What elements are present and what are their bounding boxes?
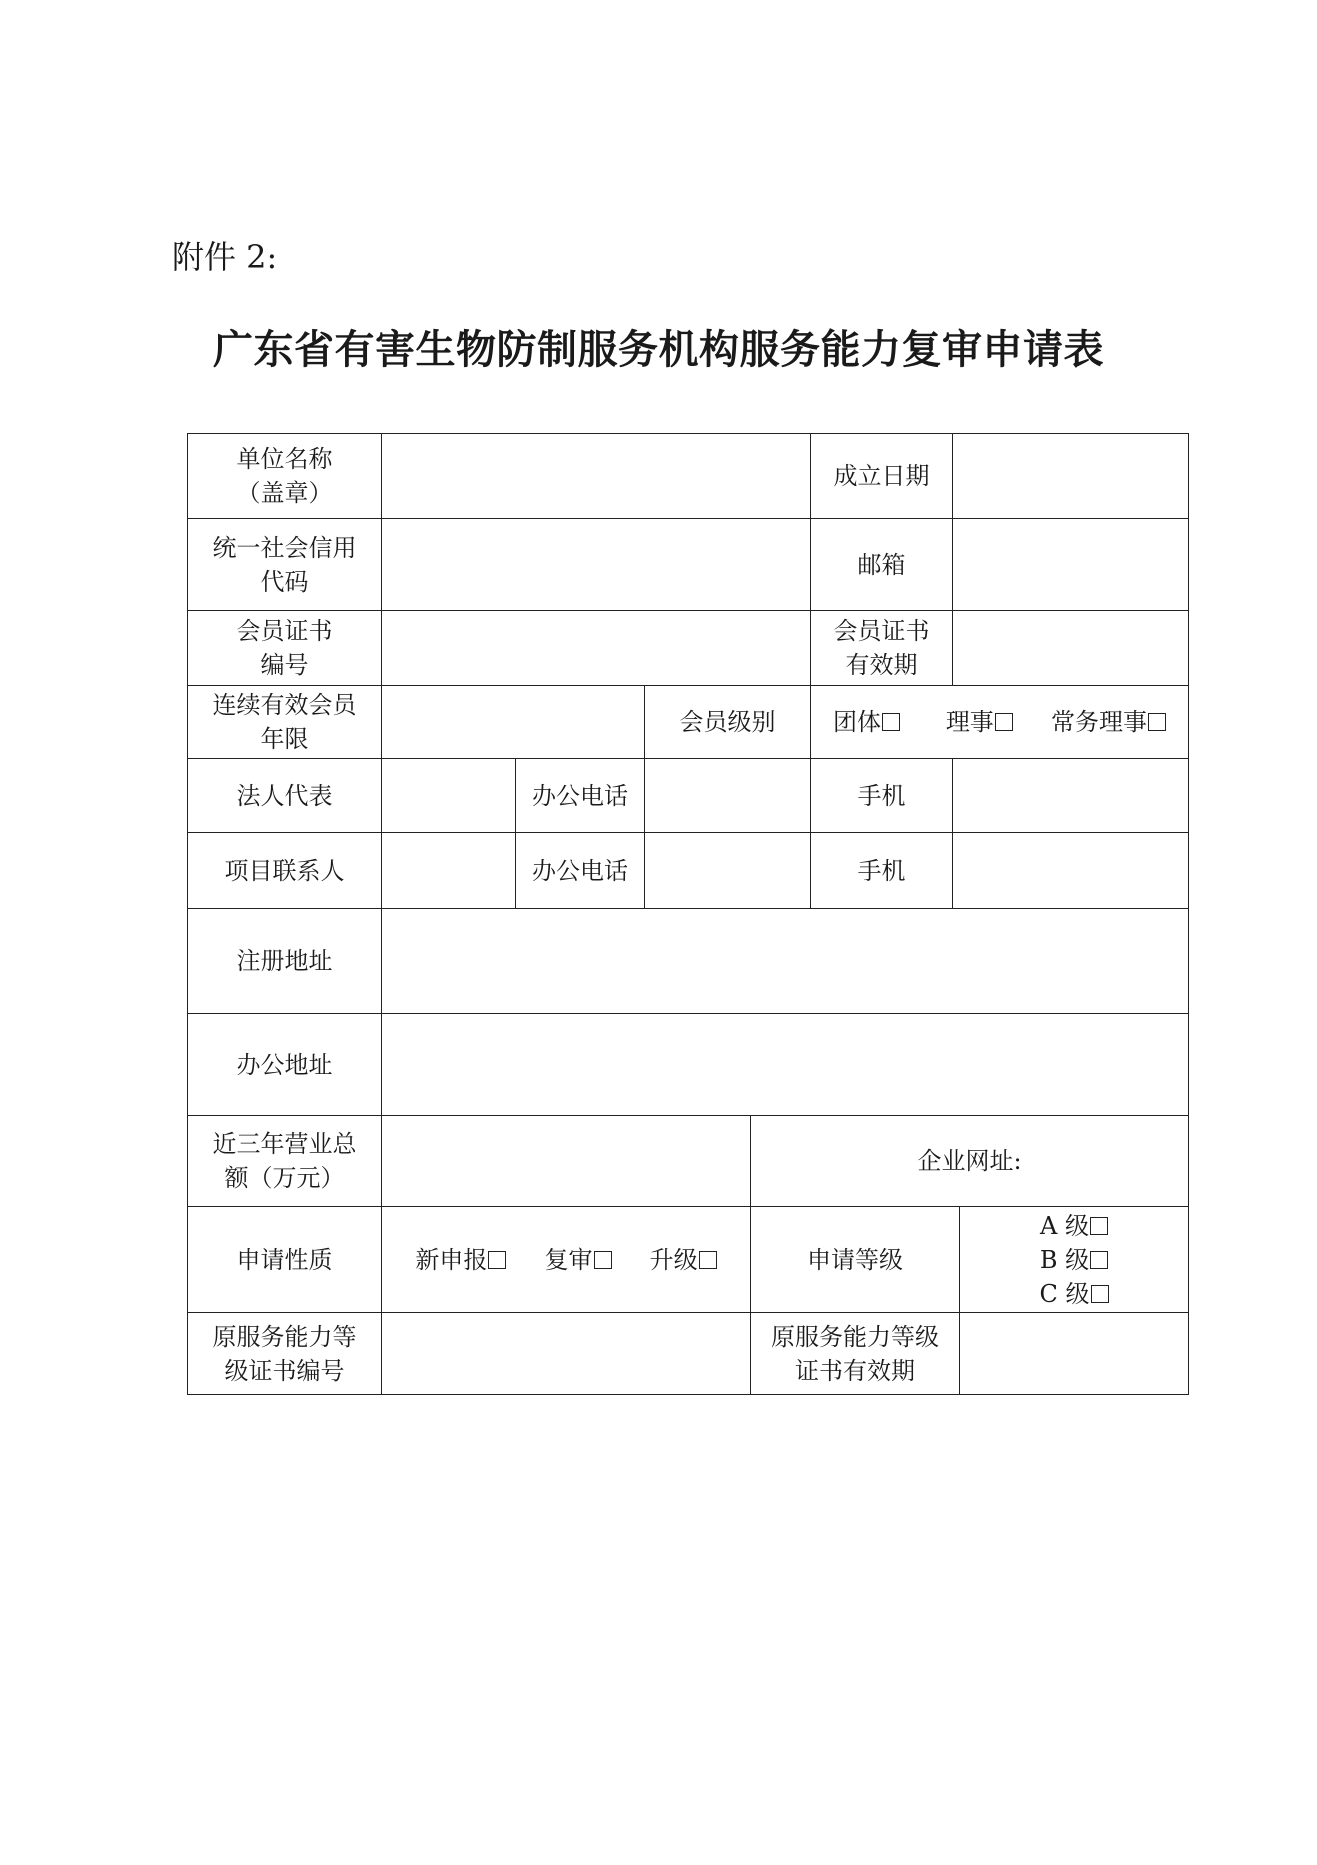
project-contact-field[interactable] [382,833,516,909]
legal-rep-mobile-field[interactable] [953,759,1189,833]
member-years-label [188,686,382,759]
row-credit-code [188,519,1189,611]
legal-rep-office-phone-field[interactable] [645,759,811,833]
grade-option-b-label: B 级 [1039,1245,1090,1274]
nature-option-review-label: 复审 [544,1245,593,1274]
credit-code-field[interactable] [382,519,811,611]
row-original-cert [188,1313,1189,1395]
orig-cert-no-line1: 原服务能力等 [212,1322,357,1351]
checkbox-icon[interactable] [488,1251,506,1269]
member-cert-valid-line2: 有效期 [845,651,918,679]
orig-cert-no-label [188,1313,382,1395]
apply-grade-label: 申请等级 [751,1207,960,1313]
member-cert-valid-field[interactable] [953,611,1189,686]
contact-mobile-field[interactable] [953,833,1189,909]
orig-cert-no-line2: 级证书编号 [224,1356,345,1385]
member-level-label: 会员级别 [645,686,811,759]
row-project-contact [188,833,1189,909]
member-years-field[interactable] [382,686,645,759]
checkbox-icon[interactable] [1091,1285,1109,1303]
checkbox-icon[interactable] [995,713,1013,731]
application-form-table [187,433,1189,1395]
row-application [188,1207,1189,1313]
row-registered-address [188,909,1189,1014]
revenue-label-line1: 近三年营业总 [212,1130,357,1158]
member-cert-no-label [188,611,382,686]
level-option-director-label: 理事 [945,708,994,736]
orig-cert-no-field[interactable] [382,1313,751,1395]
revenue-label [188,1116,382,1207]
row-member-cert [188,611,1189,686]
level-option-director[interactable] [946,708,1013,736]
member-years-line1: 连续有效会员 [212,691,357,719]
orig-cert-valid-line1: 原服务能力等级 [771,1322,939,1351]
member-level-options [811,686,1189,759]
registered-address-field[interactable] [382,909,1189,1014]
credit-code-label-line2: 代码 [260,567,309,596]
email-label: 邮箱 [811,519,953,611]
apply-grade-options [960,1207,1189,1313]
grade-option-c-label: C 级 [1039,1279,1090,1308]
checkbox-icon[interactable] [1090,1251,1108,1269]
checkbox-icon[interactable] [882,713,900,731]
office-address-label: 办公地址 [188,1014,382,1116]
member-years-line2: 年限 [260,725,309,753]
website-field[interactable] [751,1116,1189,1207]
unit-name-label-line1: 单位名称 [236,445,333,473]
unit-name-label-line2: （盖章） [236,479,333,507]
revenue-field[interactable] [382,1116,751,1207]
row-membership [188,686,1189,759]
level-option-standing-director-label: 常务理事 [1050,708,1147,736]
email-field[interactable] [953,519,1189,611]
project-contact-label: 项目联系人 [188,833,382,909]
registered-address-label: 注册地址 [188,909,382,1014]
legal-rep-office-phone-label: 办公电话 [516,759,645,833]
member-cert-valid-label [811,611,953,686]
member-cert-no-field[interactable] [382,611,811,686]
founding-date-field[interactable] [953,434,1189,519]
nature-option-upgrade[interactable] [650,1246,717,1274]
orig-cert-valid-line2: 证书有效期 [795,1356,915,1385]
nature-option-new[interactable] [415,1246,506,1274]
website-label: 企业网址: [917,1147,1022,1175]
revenue-label-line2: 额（万元） [224,1164,345,1192]
nature-option-upgrade-label: 升级 [649,1245,698,1274]
grade-option-b[interactable] [966,1243,1182,1277]
row-revenue [188,1116,1189,1207]
form-title: 广东省有害生物防制服务机构服务能力复审申请表 [213,326,1104,373]
founding-date-label: 成立日期 [811,434,953,519]
contact-office-phone-field[interactable] [645,833,811,909]
contact-office-phone-label: 办公电话 [516,833,645,909]
row-legal-rep [188,759,1189,833]
checkbox-icon[interactable] [699,1251,717,1269]
member-cert-no-line2: 编号 [260,651,309,679]
grade-option-a-label: A 级 [1040,1211,1089,1240]
member-cert-no-line1: 会员证书 [236,617,333,645]
orig-cert-valid-field[interactable] [960,1313,1189,1395]
checkbox-icon[interactable] [1148,713,1166,731]
unit-name-field[interactable] [382,434,811,519]
checkbox-icon[interactable] [1090,1217,1108,1235]
nature-option-new-label: 新申报 [415,1245,488,1274]
legal-rep-field[interactable] [382,759,516,833]
apply-nature-options [382,1207,751,1313]
level-option-group-label: 团体 [833,708,882,736]
apply-nature-label: 申请性质 [188,1207,382,1313]
nature-option-review[interactable] [545,1246,612,1274]
legal-rep-mobile-label: 手机 [811,759,953,833]
level-option-standing-director[interactable] [1051,708,1166,736]
contact-mobile-label: 手机 [811,833,953,909]
grade-option-c[interactable] [966,1277,1182,1311]
row-office-address [188,1014,1189,1116]
credit-code-label [188,519,382,611]
level-option-group[interactable] [833,708,900,736]
unit-name-label [188,434,382,519]
orig-cert-valid-label [751,1313,960,1395]
office-address-field[interactable] [382,1014,1189,1116]
attachment-label: 附件 2: [172,238,278,276]
row-unit-name [188,434,1189,519]
grade-option-a[interactable] [966,1209,1182,1243]
member-cert-valid-line1: 会员证书 [833,617,930,645]
legal-rep-label: 法人代表 [188,759,382,833]
credit-code-label-line1: 统一社会信用 [212,533,357,562]
checkbox-icon[interactable] [594,1251,612,1269]
